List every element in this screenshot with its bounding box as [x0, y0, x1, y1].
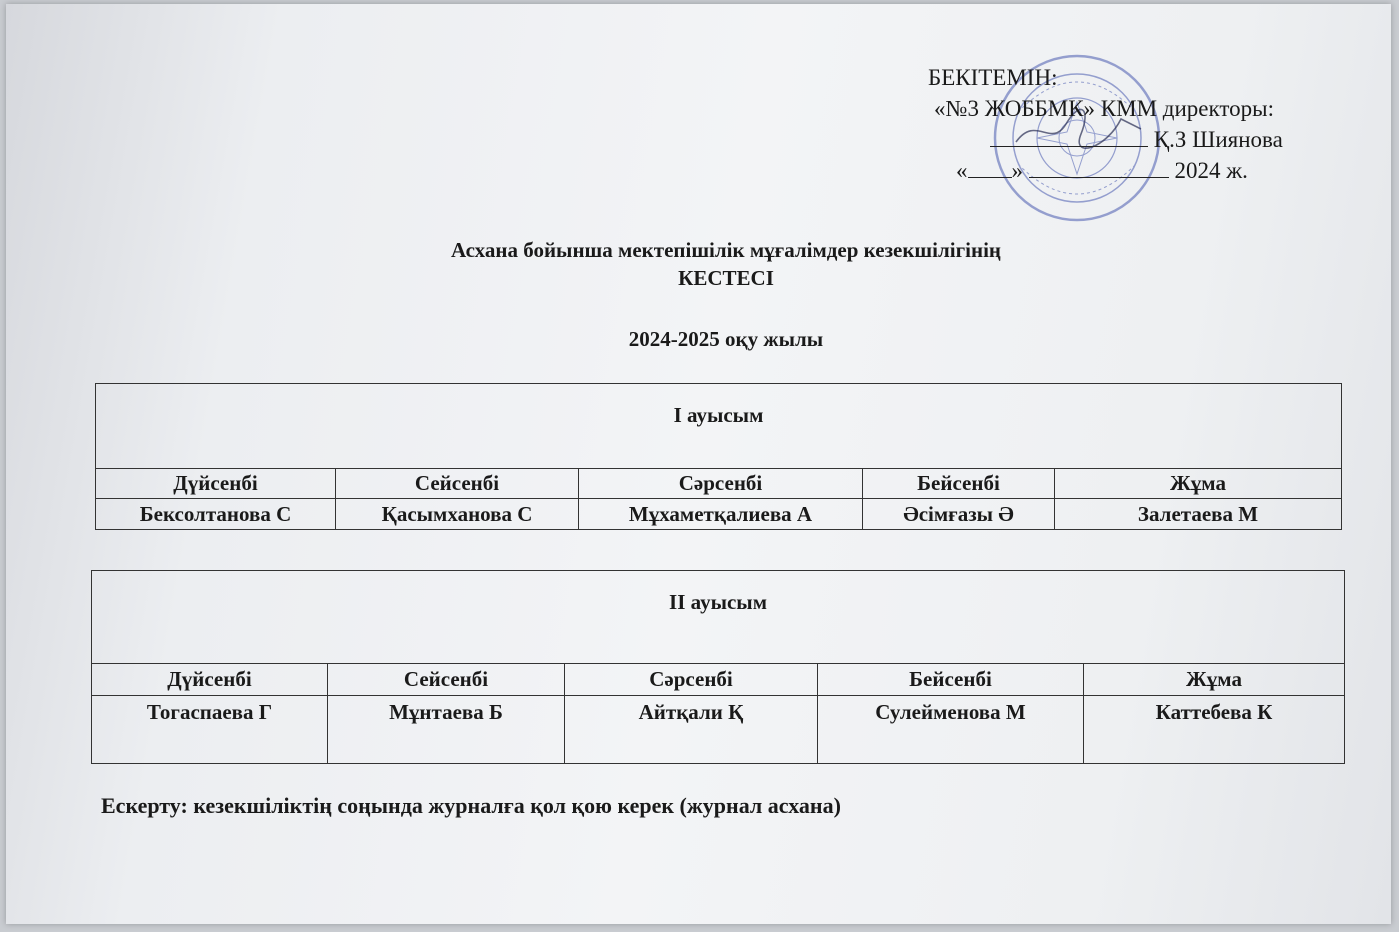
shift1-title: І ауысым — [96, 384, 1342, 469]
shift2-title: ІІ ауысым — [92, 571, 1345, 664]
date-year: 2024 ж. — [1174, 158, 1248, 183]
date-quote-close: » — [1011, 158, 1023, 183]
shift2-day: Сәрсенбі — [565, 664, 818, 696]
month-blank — [1029, 157, 1169, 178]
document-title: Асхана бойынша мектепішілік мұғалімдер кезекшілігінің — [450, 238, 1002, 262]
shift1-table — [95, 383, 1342, 530]
shift2-table — [91, 570, 1345, 764]
shift2-day: Дүйсенбі — [92, 664, 328, 696]
director-name: Қ.З Шиянова — [1153, 127, 1283, 152]
shift2-teacher: Сулейменова М — [818, 696, 1084, 764]
shift1-day: Бейсенбі — [863, 469, 1055, 499]
shift1-teacher: Бексолтанова С — [96, 499, 336, 530]
shift1-teacher: Мұхаметқалиева А — [579, 499, 863, 530]
shift2-teacher: Тогаспаева Г — [92, 696, 328, 764]
shift2-day: Бейсенбі — [818, 664, 1084, 696]
document-page — [6, 4, 1391, 924]
shift1-teacher: Әсімғазы Ә — [863, 499, 1055, 530]
day-blank — [968, 157, 1012, 178]
shift1-day: Сәрсенбі — [579, 469, 863, 499]
shift1-teacher: Залетаева М — [1055, 499, 1342, 530]
approval-block — [926, 62, 1346, 186]
signature-blank — [990, 126, 1148, 147]
shift2-teacher: Каттебева К — [1084, 696, 1345, 764]
director-position: «№3 ЖОББМК» КММ директоры: — [934, 96, 1274, 121]
academic-year: 2024-2025 оқу жылы — [628, 327, 824, 351]
shift2-day: Жұма — [1084, 664, 1345, 696]
footnote: Ескерту: кезекшіліктің соңында журналға қол қою керек (журнал асхана) — [101, 793, 841, 818]
date-quote-open: « — [956, 158, 968, 183]
date-line — [926, 155, 1346, 186]
approval-heading: БЕКІТЕМІН: — [928, 65, 1058, 90]
shift1-day: Жұма — [1055, 469, 1342, 499]
document-subtitle: КЕСТЕСІ — [678, 266, 774, 290]
shift2-teacher: Мұнтаева Б — [328, 696, 565, 764]
signature-line — [926, 124, 1346, 155]
shift1-day: Дүйсенбі — [96, 469, 336, 499]
shift2-day: Сейсенбі — [328, 664, 565, 696]
shift1-day: Сейсенбі — [336, 469, 579, 499]
shift2-teacher: Айтқали Қ — [565, 696, 818, 764]
shift1-teacher: Қасымханова С — [336, 499, 579, 530]
